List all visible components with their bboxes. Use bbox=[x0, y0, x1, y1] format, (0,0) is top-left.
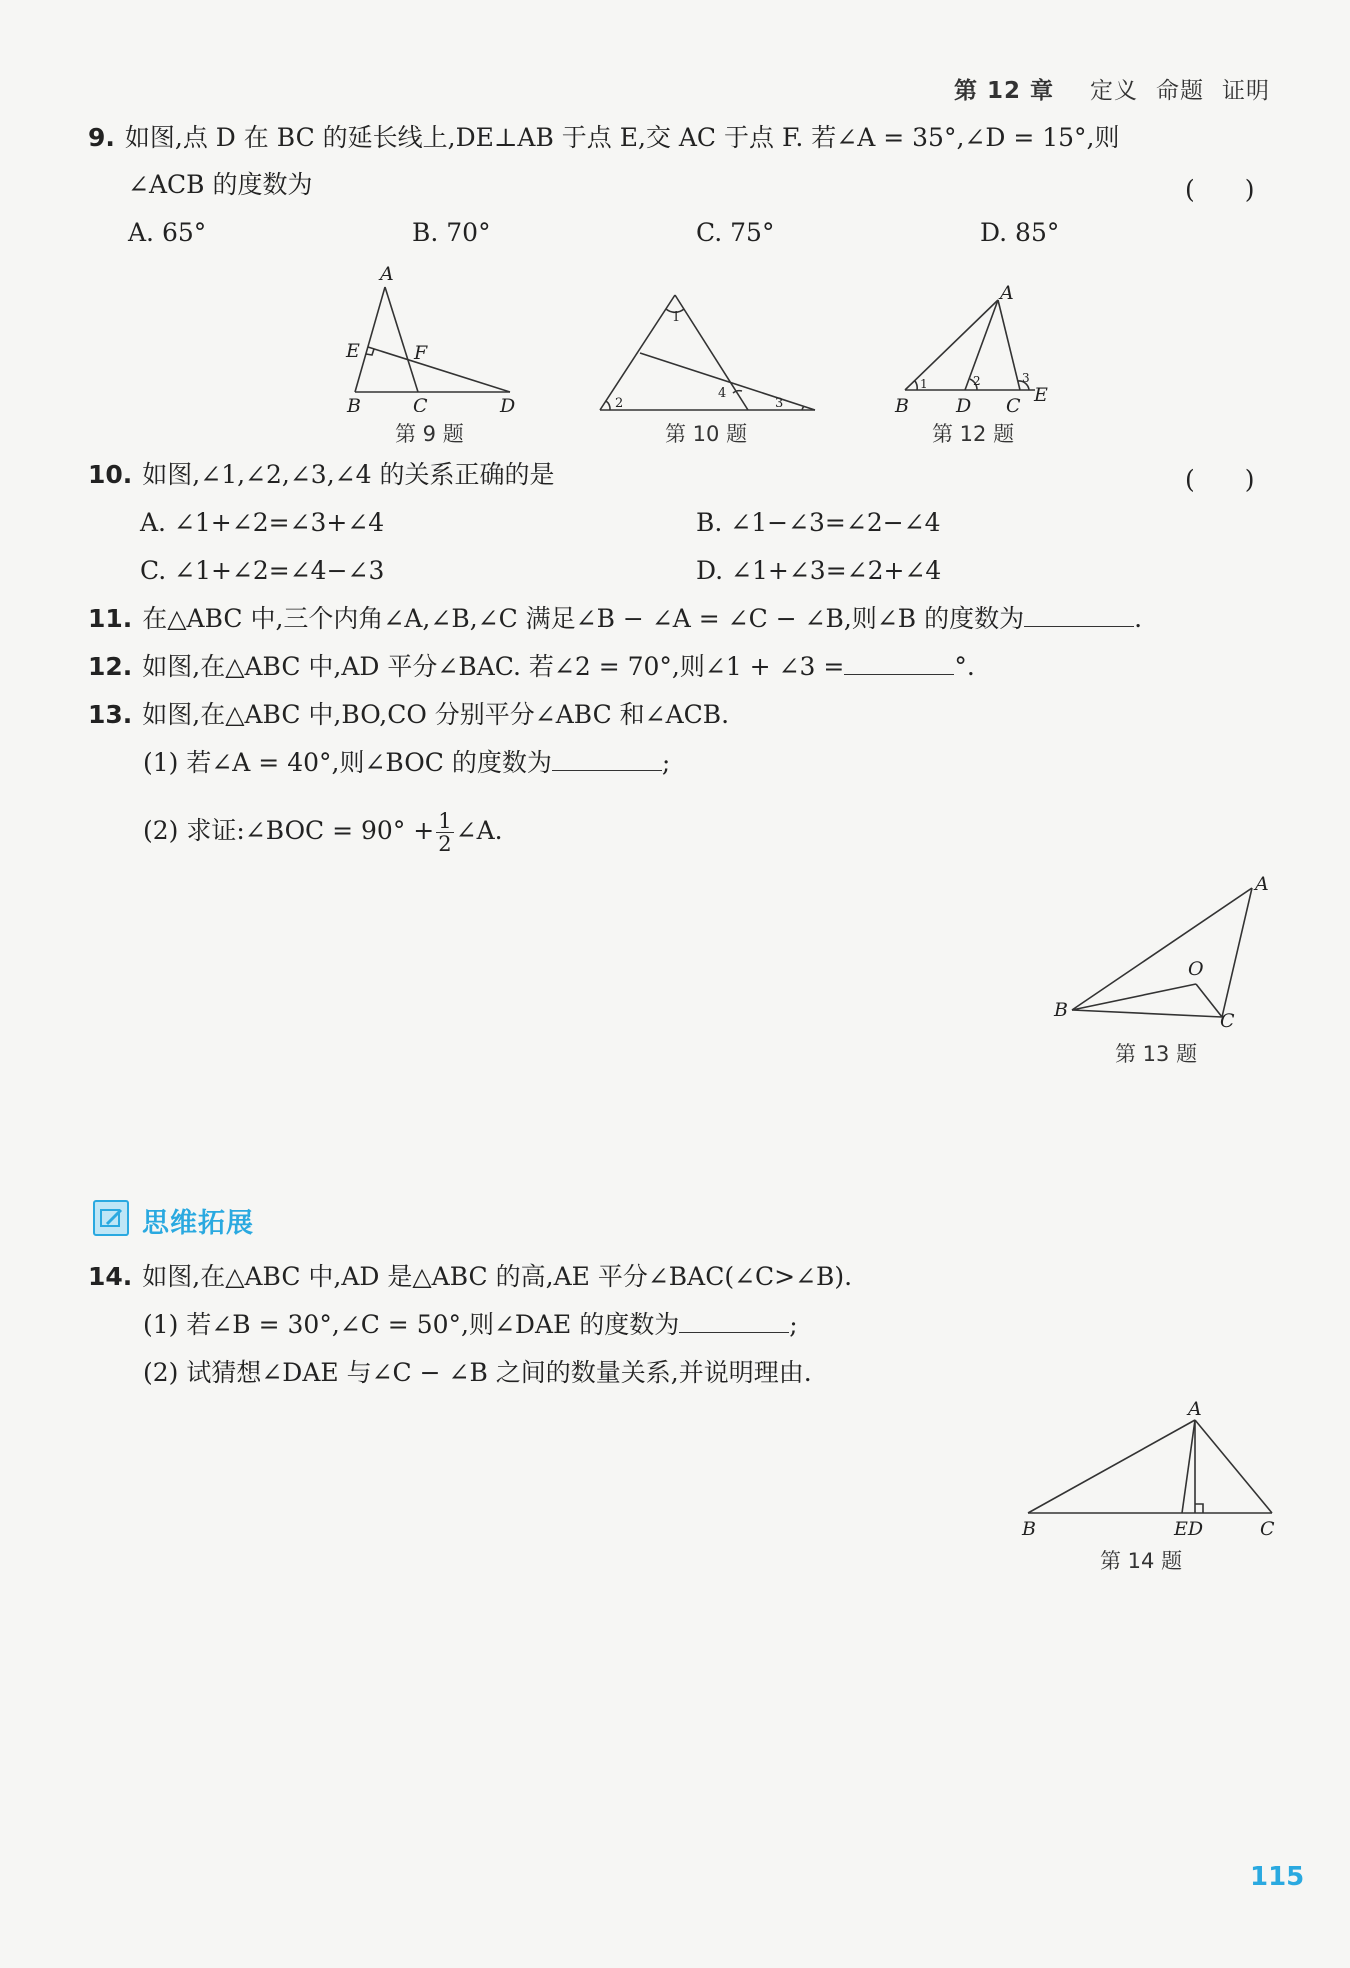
fraction bbox=[436, 810, 453, 855]
header-topic-2: 命题 bbox=[1156, 78, 1204, 104]
option-a: A. ∠1+∠2=∠3+∠4 bbox=[140, 508, 385, 537]
label-b: B bbox=[347, 395, 361, 412]
question-13-part2 bbox=[143, 810, 503, 855]
question-text: 在△ABC 中,三个内角∠A,∠B,∠C 满足∠B − ∠A = ∠C − ∠B,则∠B 的度数为 bbox=[142, 604, 1025, 633]
option-b: B. ∠1−∠3=∠2−∠4 bbox=[696, 508, 941, 537]
angle-3: 3 bbox=[775, 396, 784, 411]
label-d: D bbox=[956, 395, 972, 415]
pencil-icon-graphic bbox=[95, 1202, 127, 1234]
option-c: C. ∠1+∠2=∠4−∠3 bbox=[140, 556, 385, 585]
page-number: 115 bbox=[1250, 1862, 1305, 1892]
question-9 bbox=[88, 121, 1119, 155]
question-text: 如图,在△ABC 中,BO,CO 分别平分∠ABC 和∠ACB. bbox=[142, 700, 730, 729]
option-d: D. 85° bbox=[980, 218, 1060, 247]
question-10 bbox=[88, 458, 554, 492]
option-d: D. ∠1+∠3=∠2+∠4 bbox=[696, 556, 942, 585]
label-ed: ED bbox=[1174, 1518, 1204, 1540]
figure-9 bbox=[330, 262, 530, 412]
angle-3: 3 bbox=[1022, 371, 1030, 385]
caption-13: 第 13 题 bbox=[1115, 1042, 1198, 1066]
label-a: A bbox=[1255, 873, 1269, 895]
question-11 bbox=[88, 602, 1142, 636]
question-text: 如图,在△ABC 中,AD 是△ABC 的高,AE 平分∠BAC(∠C>∠B). bbox=[142, 1262, 853, 1291]
fraction-denominator: 2 bbox=[438, 832, 452, 856]
angle-2: 2 bbox=[973, 374, 981, 388]
option-a: A. 65° bbox=[128, 218, 207, 247]
question-text: 如图,在△ABC 中,AD 平分∠BAC. 若∠2 = 70°,则∠1 + ∠3 = bbox=[142, 652, 845, 681]
caption-9: 第 9 题 bbox=[395, 422, 464, 446]
figure-14 bbox=[1010, 1395, 1290, 1545]
question-14-part2: (2) 试猜想∠DAE 与∠C − ∠B 之间的数量关系,并说明理由. bbox=[143, 1358, 812, 1387]
answer-blank[interactable] bbox=[844, 650, 954, 675]
label-b: B bbox=[1054, 999, 1068, 1021]
question-number: 9. bbox=[88, 123, 115, 152]
label-a: A bbox=[1000, 285, 1014, 304]
question-14-part1 bbox=[143, 1308, 798, 1342]
part-end: ; bbox=[661, 748, 671, 777]
answer-blank[interactable] bbox=[1024, 602, 1134, 627]
question-end: °. bbox=[954, 652, 975, 681]
caption-12: 第 12 题 bbox=[932, 422, 1015, 446]
question-number: 10. bbox=[88, 460, 133, 489]
chapter-label: 第 12 章 bbox=[953, 78, 1054, 104]
question-13 bbox=[88, 698, 729, 732]
label-b: B bbox=[1022, 1518, 1036, 1540]
label-e: E bbox=[1034, 384, 1048, 406]
fraction-numerator: 1 bbox=[438, 809, 452, 833]
question-14 bbox=[88, 1260, 852, 1294]
label-b: B bbox=[895, 395, 909, 415]
label-c: C bbox=[1220, 1010, 1235, 1030]
answer-paren: ( ) bbox=[1185, 175, 1255, 204]
figure-12 bbox=[890, 285, 1070, 415]
part-text: (1) 若∠A = 40°,则∠BOC 的度数为 bbox=[143, 748, 552, 777]
header-topic-3: 证明 bbox=[1222, 78, 1270, 104]
part-text: (1) 若∠B = 30°,∠C = 50°,则∠DAE 的度数为 bbox=[143, 1310, 680, 1339]
figure-13 bbox=[1040, 870, 1280, 1030]
option-b: B. 70° bbox=[412, 218, 491, 247]
answer-paren: ( ) bbox=[1185, 465, 1255, 494]
question-text: 如图,∠1,∠2,∠3,∠4 的关系正确的是 bbox=[142, 460, 555, 489]
option-c: C. 75° bbox=[696, 218, 775, 247]
answer-blank[interactable] bbox=[679, 1308, 789, 1333]
question-12 bbox=[88, 650, 975, 684]
label-a: A bbox=[1188, 1398, 1202, 1420]
angle-1: 1 bbox=[672, 310, 681, 325]
question-end: . bbox=[1134, 604, 1143, 633]
section-title: 思维拓展 bbox=[142, 1208, 254, 1239]
question-number: 11. bbox=[88, 604, 133, 633]
angle-1: 1 bbox=[920, 377, 928, 391]
label-o: O bbox=[1188, 958, 1204, 980]
part-end: ; bbox=[789, 1310, 798, 1339]
question-text: 如图,点 D 在 BC 的延长线上,DE⊥AB 于点 E,交 AC 于点 F. 若∠A = 35°,∠D = 15°,则 bbox=[124, 123, 1120, 152]
figure-10 bbox=[590, 285, 830, 415]
label-e: E bbox=[346, 340, 360, 362]
label-a: A bbox=[380, 263, 394, 285]
part-text: (2) 求证:∠BOC = 90° + bbox=[143, 816, 435, 845]
angle-2: 2 bbox=[615, 396, 624, 411]
header-topic-1: 定义 bbox=[1090, 78, 1138, 104]
label-c: C bbox=[1006, 395, 1021, 415]
caption-14: 第 14 题 bbox=[1100, 1549, 1183, 1573]
label-f: F bbox=[414, 342, 428, 364]
answer-blank[interactable] bbox=[552, 746, 662, 771]
question-13-part1 bbox=[143, 746, 670, 780]
label-c: C bbox=[413, 395, 428, 412]
part-text-end: ∠A. bbox=[455, 816, 503, 845]
question-number: 13. bbox=[88, 700, 133, 729]
chapter-header bbox=[954, 72, 1270, 105]
angle-4: 4 bbox=[718, 386, 727, 401]
label-c: C bbox=[1260, 1518, 1275, 1540]
question-number: 12. bbox=[88, 652, 133, 681]
question-number: 14. bbox=[88, 1262, 133, 1291]
question-9-line2: ∠ACB 的度数为 bbox=[128, 170, 313, 199]
caption-10: 第 10 题 bbox=[665, 422, 748, 446]
label-d: D bbox=[500, 395, 516, 412]
pencil-icon bbox=[93, 1200, 129, 1236]
